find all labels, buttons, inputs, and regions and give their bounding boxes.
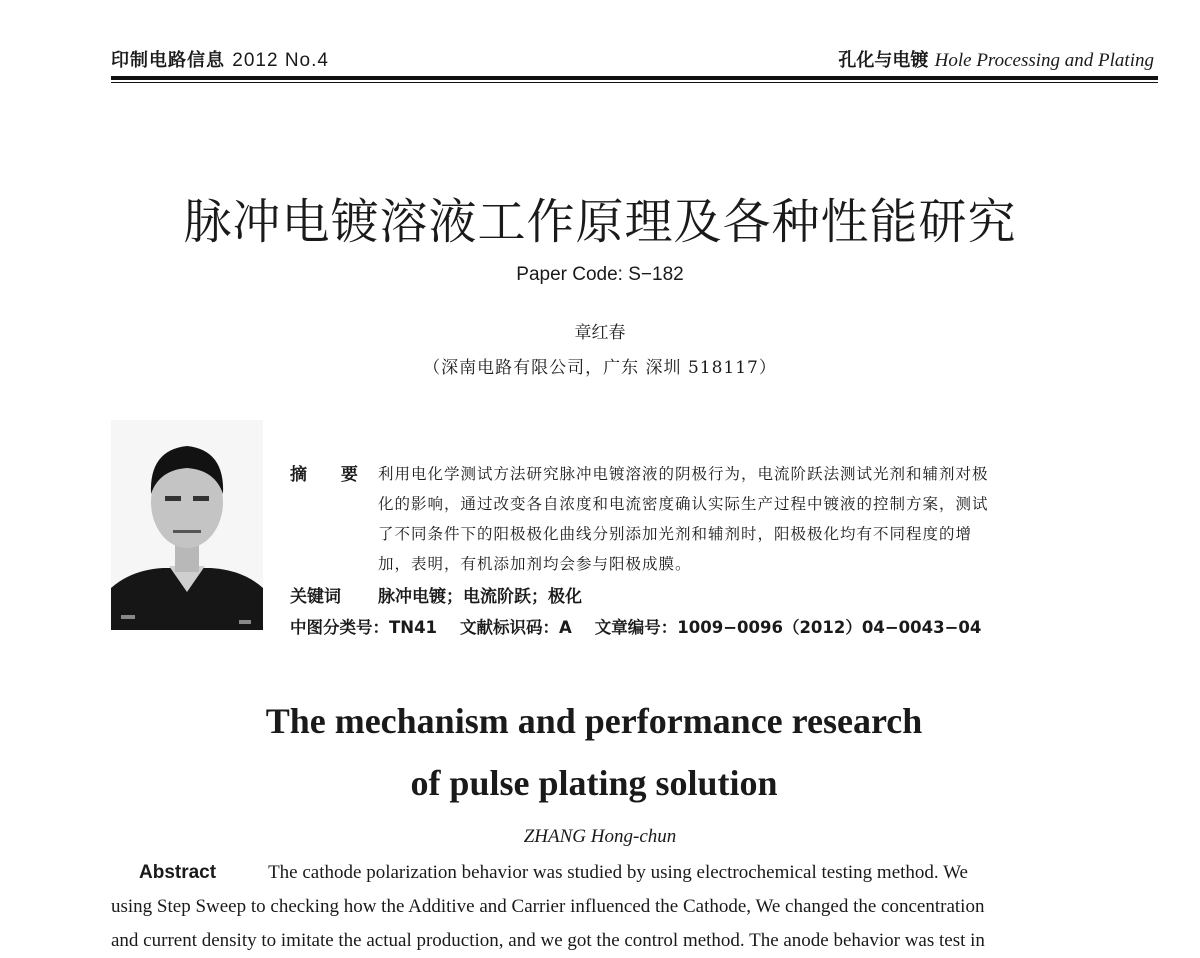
running-header-left xyxy=(111,46,329,72)
classification-line xyxy=(290,614,981,638)
abstract-label-en: Abstract xyxy=(139,862,217,883)
keywords-label: 关键词 xyxy=(290,587,341,607)
running-header-right xyxy=(838,46,1154,72)
author-affiliation-cn: （深南电路有限公司，广东 深圳 518117） xyxy=(423,358,777,378)
abstract-line: 了不同条件下的阳极极化曲线分别添加光剂和辅剂时，阳极极化均有不同程度的增 xyxy=(378,525,973,543)
abstract-label-cn: 摘 要 xyxy=(290,465,372,485)
paper-title-en-line1: The mechanism and performance research xyxy=(265,701,923,741)
keywords-text: 脉冲电镀；电流阶跃；极化 xyxy=(378,587,582,607)
section-name-cn: 孔化与电镀 xyxy=(838,50,929,71)
journal-name: 印制电路信息 xyxy=(111,50,225,71)
abstract-en-line: using Step Sweep to checking how the Additive and Carrier influenced the Cathode, We changed the concentration xyxy=(111,896,985,917)
author-photo xyxy=(111,420,263,630)
abstract-line: 利用电化学测试方法研究脉冲电镀溶液的阴极行为，电流阶跃法测试光剂和辅剂对极 xyxy=(378,465,989,483)
abstract-en-line: and current density to imitate the actual production, and we got the control method. The anode behavior was test in xyxy=(111,930,985,951)
section-name-en: Hole Processing and Plating xyxy=(934,50,1154,71)
header-rule-thick xyxy=(111,76,1158,80)
clc-number: 中图分类号：TN41 xyxy=(290,618,438,637)
author-name-cn: 章红春 xyxy=(574,323,626,343)
abstract-line: 加，表明，有机添加剂均会参与阳极成膜。 xyxy=(378,555,692,573)
author-name-en: ZHANG Hong-chun xyxy=(523,826,677,847)
paper-title-cn: 脉冲电镀溶液工作原理及各种性能研究 xyxy=(183,194,1017,250)
abstract-en xyxy=(111,856,1087,958)
article-number: 文章编号：1009−0096（2012）04−0043−04 xyxy=(594,618,982,637)
paper-code: Paper Code: S−182 xyxy=(516,264,684,285)
paper-title-en-line2: of pulse plating solution xyxy=(410,763,778,803)
issue-number: 2012 No.4 xyxy=(232,50,329,71)
abstract-en-line: Abstract The cathode polarization behavior was studied by using electrochemical testing method. We xyxy=(139,862,968,883)
document-code: 文献标识码：A xyxy=(460,618,572,637)
header-rule-thin xyxy=(111,82,1158,83)
abstract-line: 化的影响，通过改变各自浓度和电流密度确认实际生产过程中镀液的控制方案，测试 xyxy=(378,495,989,513)
abstract-text-cn xyxy=(378,459,1078,579)
